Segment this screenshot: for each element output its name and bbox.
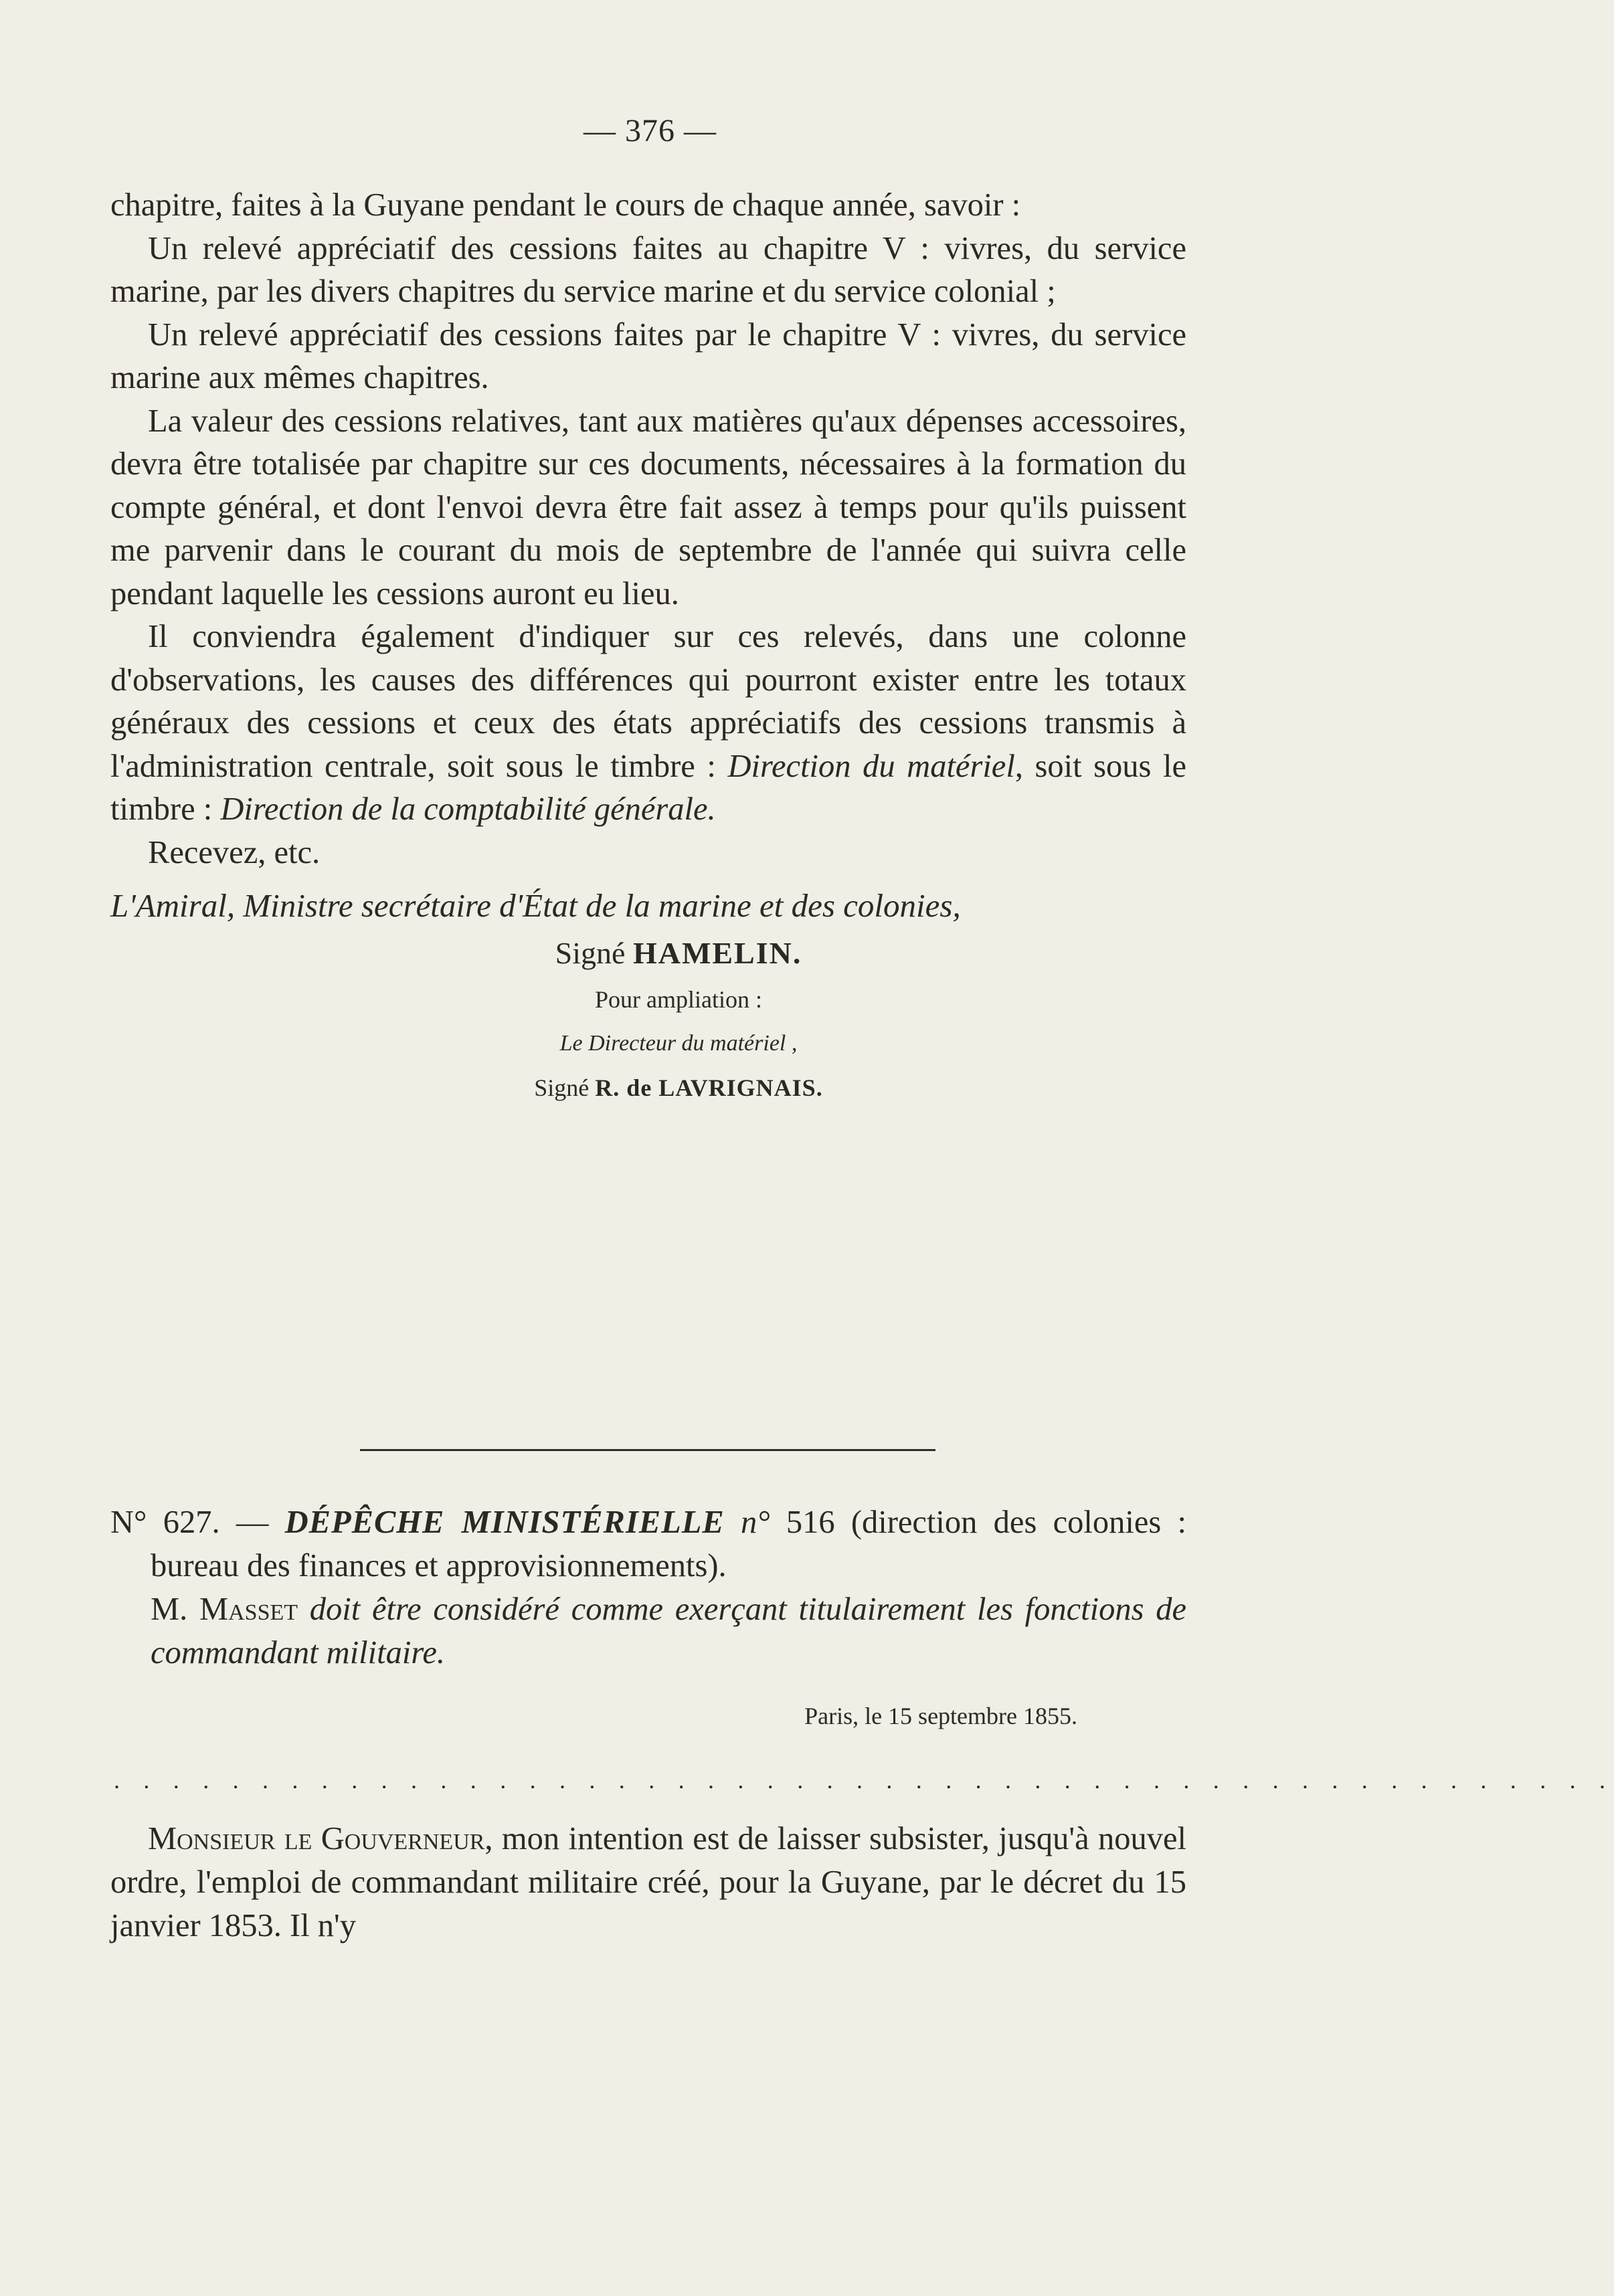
final-paragraph [110,1817,1186,1947]
closing-formula: Recevez, etc. [148,834,321,870]
subject-name: M. Masset [151,1592,298,1627]
separator-rule [360,1449,935,1451]
ellipsis-line: . . . . . . . . . . . . . . . . . . . . . . . . . . . . . . . . . . . . . . . . . . . . . . . . . . . [114,1767,1614,1794]
director-name: R. de LAVRIGNAIS. [595,1074,823,1101]
paragraph: Un relevé appréciatif des cessions faites au chapitre V : vivres, du service marine, par les divers chapitres du service marine et du service colonial ; [110,230,1186,309]
entry-number-label: n° [724,1505,786,1540]
subject-text: doit être considéré comme exerçant titulairement les fonctions de commandant militaire. [151,1592,1186,1670]
signed-prefix: Signé [555,936,633,970]
entry-number: N° 627. — [110,1505,285,1540]
entry-title [110,1501,1186,1588]
signature-line [110,928,1186,979]
paragraph: La valeur des cessions relatives, tant aux matières qu'aux dépenses accessoires, devra être totalisée par chapitre sur ces documents, nécessaires à la formation du compte général, et dont l'envoi devra être fait assez à temps pour qu'ils puissent me parvenir dans le courant du mois de septembre de l'année qui suivra celle pendant laquelle les cessions auront eu lieu. [110,403,1186,611]
entry-subject [110,1588,1186,1675]
final-text [110,1817,1186,1947]
signed-prefix: Signé [534,1074,596,1101]
director-title: Le Directeur du matériel , [559,1031,798,1056]
entry-heading [110,1501,1186,1675]
page-number: — 376 — [584,113,717,149]
paragraph-text: , soit sous le timbre : [110,748,1186,827]
signatory-title: L'Amiral, Ministre secrétaire d'État de la marine et des colonies, [110,887,961,924]
paragraph-text: Il conviendra également d'indiquer sur ces relevés, dans une colonne d'observations, les causes des différences qui pourront exister entre les totaux généraux des cessions et ceux des états appréciatifs des cessions transmis à l'administration centrale, soit sous le timbre : [110,619,1186,784]
entry-title-rest: (direction des colonies : bureau des finances et approvisionnements). [151,1505,1186,1584]
direction-comptabilite-text: Direction de la comptabilité générale. [220,791,716,827]
paragraph: chapitre, faites à la Guyane pendant le cours de chaque année, savoir : [110,187,1021,223]
ampliation-label: Pour ampliation : [595,986,762,1013]
direction-materiel-text: Direction du matériel [727,748,1015,784]
entry-date: Paris, le 15 septembre 1855. [804,1703,1077,1729]
final-body: mon intention est de laisser subsister, jusqu'à nouvel ordre, l'emploi de commandant militaire créé, pour la Guyane, par le décret du 15 janvier 1853. Il n'y [110,1821,1186,1943]
main-text-block [110,184,1186,1109]
signatory-name: HAMELIN. [632,936,802,970]
entry-title-bold: DÉPÊCHE MINISTÉRIELLE [284,1505,725,1540]
director-signature [110,1067,1186,1109]
paragraph [110,615,1186,832]
paragraph: Un relevé appréciatif des cessions faites par le chapitre V : vivres, du service marine aux mêmes chapitres. [110,316,1186,395]
salutation: Monsieur le Gouverneur, [148,1821,493,1856]
entry-dispatch-number: 516 [786,1505,835,1540]
